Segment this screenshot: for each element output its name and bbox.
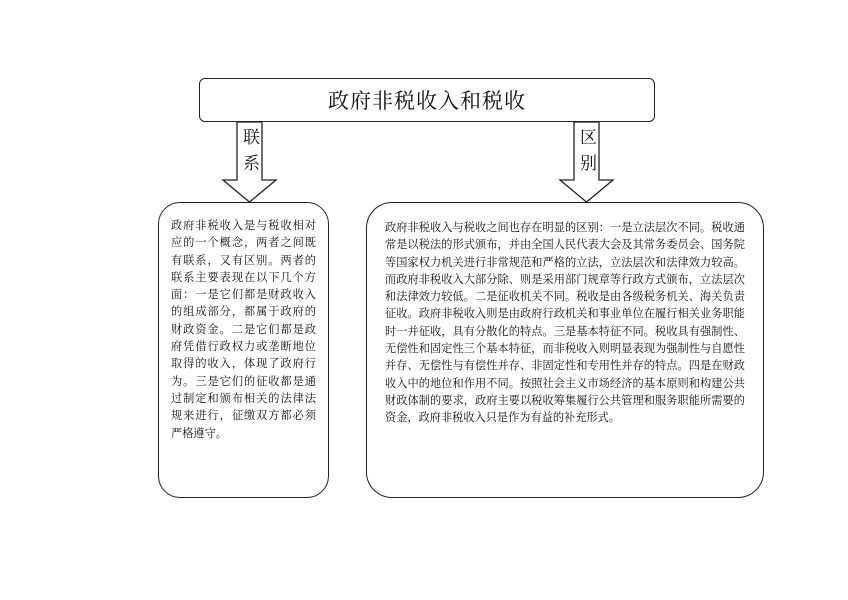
right-arrow-label: 区别 [576, 128, 596, 180]
page-title: 政府非税收入和税收 [199, 78, 655, 122]
left-arrow-label: 联系 [239, 128, 259, 180]
relation-text-box: 政府非税收入是与税收相对应的一个概念，两者之间既有联系，又有区别。两者的联系主要表现在以下几个方面：一是它们都是财政收入的组成部分，都属于政府的财政资金。二是它们都是政府凭借行政权力或垄断地位取得的收入，体现了政府行为。三是它们的征收都是通过制定和颁布相关的法律法规来进行，征缴双方都必须严格遵守。 [158, 202, 329, 498]
difference-text-box: 政府非税收入与税收之间也存在明显的区别：一是立法层次不同。税收通常是以税法的形式颁布，并由全国人民代表大会及其常务委员会、国务院等国家权力机关进行非常规范和严格的立法，立法层次和法律效力较高。而政府非税收入大部分除、则是采用部门规章等行政方式颁布，立法层次和法律效力较低。二是征收机关不同。税收是由各级税务机关、海关负责征收。政府非税收入则是由政府行政机关和事业单位在履行相关业务职能时一并征收，具有分散化的特点。三是基本特征不同。税收具有强制性、无偿性和固定性三个基本特征，而非税收入则明显表现为强制性与自愿性并存、无偿性与有偿性并存、非固定性和专用性并存的特点。四是在财政收入中的地位和作用不同。按照社会主义市场经济的基本原则和构建公共财政体制的要求，政府主要以税收筹集履行公共管理和服务职能所需要的资金，政府非税收入只是作为有益的补充形式。 [366, 202, 764, 498]
